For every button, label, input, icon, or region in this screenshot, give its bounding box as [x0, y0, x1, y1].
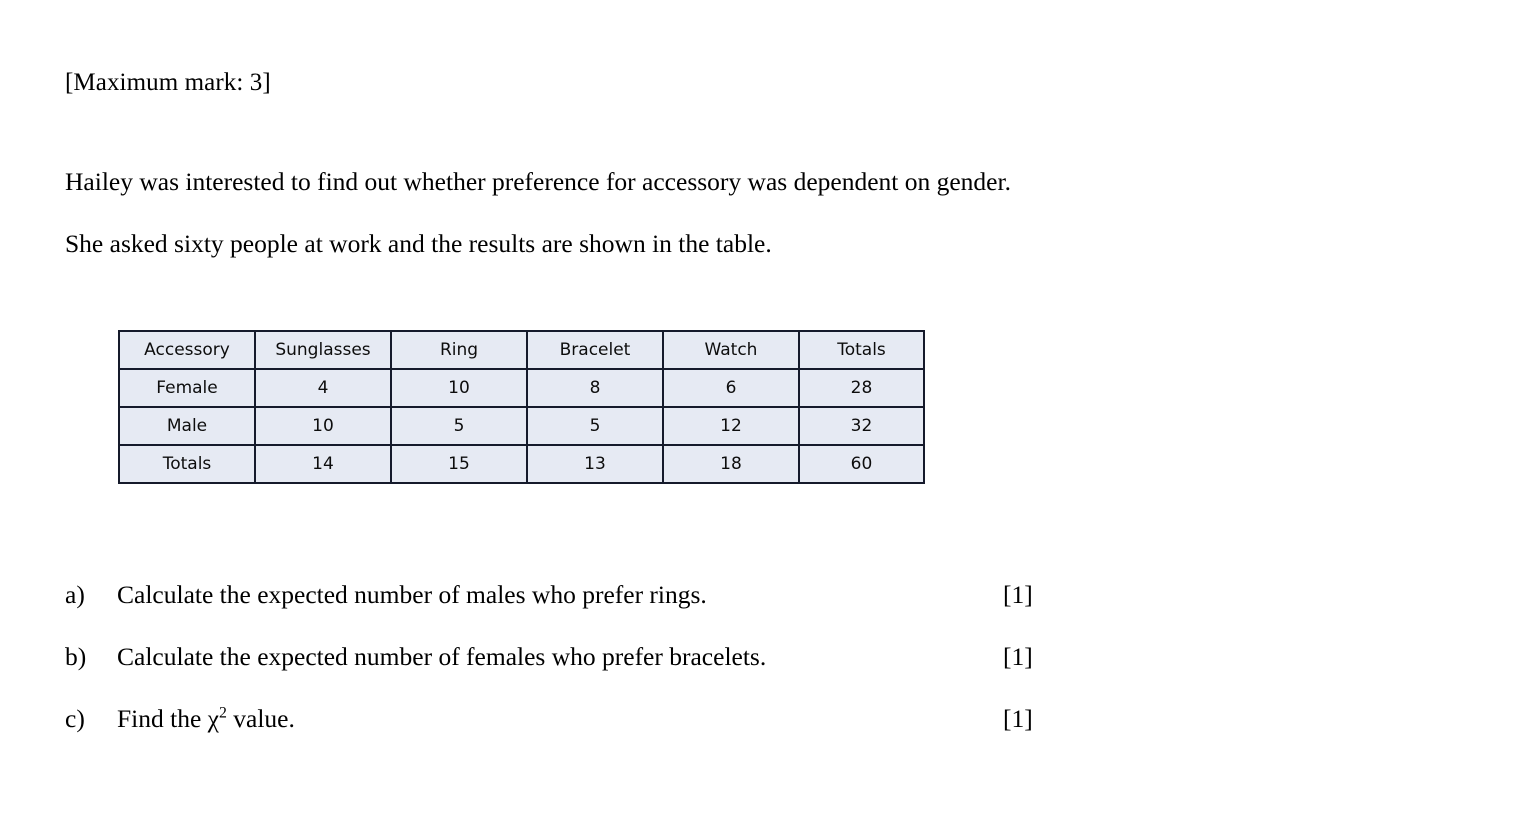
question-marks-c: [1]: [1003, 704, 1033, 733]
cell-totals-bracelet: 13: [527, 445, 663, 483]
table-row: [119, 407, 924, 445]
cell-totals-ring: 15: [391, 445, 527, 483]
question-text-a: Calculate the expected number of males who prefer rings.: [117, 580, 707, 609]
question-text-c: [117, 702, 295, 736]
table-header-row: [119, 331, 924, 369]
row-label-male: Male: [119, 407, 255, 445]
cell-female-totals: 28: [799, 369, 924, 407]
table-header-cell-accessory: Accessory: [119, 331, 255, 369]
table-header-cell-bracelet: Bracelet: [527, 331, 663, 369]
table-header-cell-ring: Ring: [391, 331, 527, 369]
cell-female-ring: 10: [391, 369, 527, 407]
table-header-cell-totals: Totals: [799, 331, 924, 369]
intro-paragraph-line-1: Hailey was interested to find out whether preference for accessory was dependent on gender.: [65, 167, 1011, 196]
cell-female-bracelet: 8: [527, 369, 663, 407]
cell-male-bracelet: 5: [527, 407, 663, 445]
table-row: [119, 369, 924, 407]
cell-male-totals: 32: [799, 407, 924, 445]
cell-male-ring: 5: [391, 407, 527, 445]
question-label-b: b): [65, 642, 87, 671]
row-label-totals: Totals: [119, 445, 255, 483]
question-text-b: Calculate the expected number of females who prefer bracelets.: [117, 642, 767, 671]
table-header-cell-sunglasses: Sunglasses: [255, 331, 391, 369]
cell-male-sunglasses: 10: [255, 407, 391, 445]
data-table-container: [118, 330, 925, 484]
table-row: [119, 445, 924, 483]
question-c-text-after: value.: [226, 704, 295, 733]
cell-totals-watch: 18: [663, 445, 799, 483]
chi-symbol: χ: [207, 704, 219, 733]
cell-female-watch: 6: [663, 369, 799, 407]
question-c-text-before: Find the: [117, 704, 208, 733]
cell-female-sunglasses: 4: [255, 369, 391, 407]
chi-exponent: 2: [219, 704, 227, 722]
row-label-female: Female: [119, 369, 255, 407]
intro-paragraph-line-2: She asked sixty people at work and the results are shown in the table.: [65, 229, 772, 258]
question-marks-a: [1]: [1003, 580, 1033, 609]
question-label-a: a): [65, 580, 85, 609]
cell-male-watch: 12: [663, 407, 799, 445]
table-header-cell-watch: Watch: [663, 331, 799, 369]
question-label-c: c): [65, 704, 85, 733]
cell-totals-sunglasses: 14: [255, 445, 391, 483]
maximum-mark-heading: [Maximum mark: 3]: [65, 69, 271, 96]
cell-totals-totals: 60: [799, 445, 924, 483]
question-marks-b: [1]: [1003, 642, 1033, 671]
accessory-preference-table: [118, 330, 925, 484]
